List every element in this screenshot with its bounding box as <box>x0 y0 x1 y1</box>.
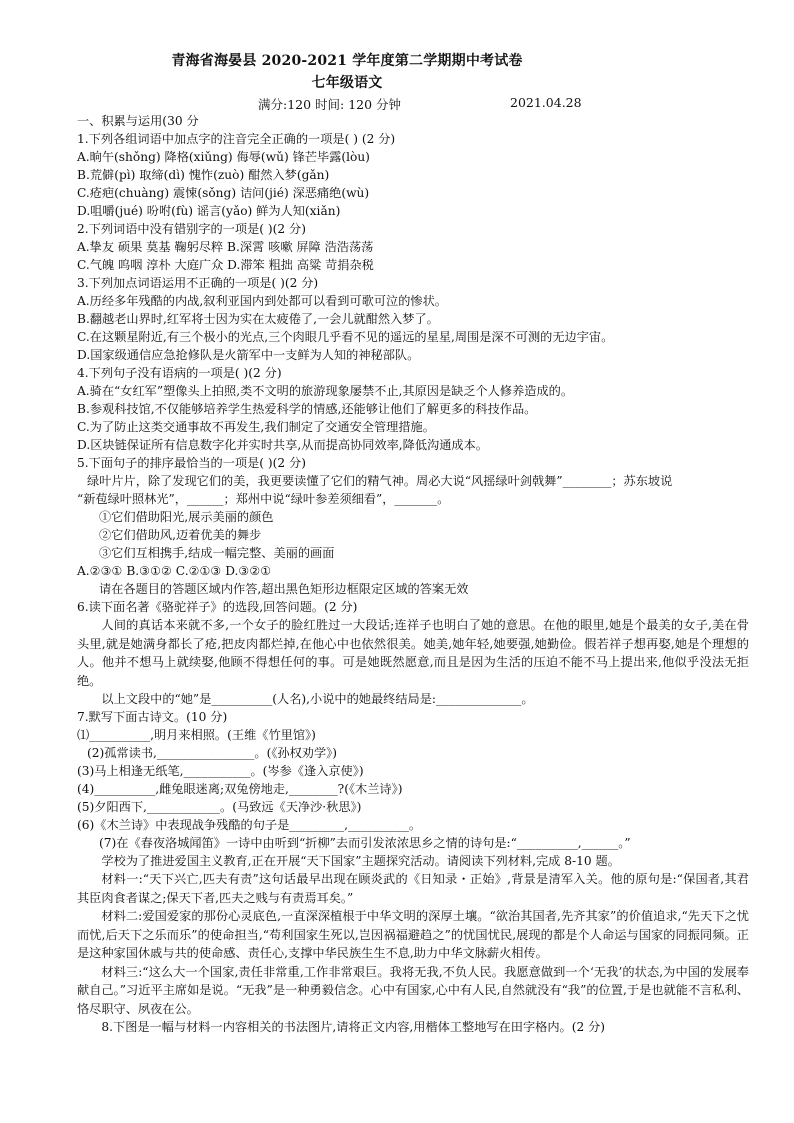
q5-passage-line1: 绿叶片片，除了发现它们的美，我更要读懂了它们的精气神。周必大说“风摇绿叶剑戟舞”________；苏东坡说 <box>87 474 673 488</box>
q1-option-c: C.疮疤(chuàng) 震悚(sǒng) 诘问(jié) 深恶痛绝(wù) <box>77 186 370 200</box>
q7-line-2: (2)孤常读书,________________。(《孙权劝学》) <box>87 746 338 760</box>
q7-line-4: (4)__________,雌兔眼迷离;双兔傍地走,________?(《木兰诗》) <box>77 782 403 796</box>
material-3: 材料三:“这么大一个国家,责任非常重,工作非常艰巨。我将无我,不负人民。我愿意做到一个‘无我’的状态,为中国的发展奉献自己。”习近平主席如是说。“无我”是一种勇毅信念。心中有国家,心中有人民,自然就没有“我”的位置,于是也就能不言私利、恪尽职守、夙夜在公。 <box>77 964 749 1016</box>
q4-option-c: C.为了防止这类交通事故不再发生,我们制定了交通安全管理措施。 <box>77 420 435 434</box>
q3-option-d: D.国家级通信应急抢修队是火箭军中一支鲜为人知的神秘部队。 <box>77 348 420 362</box>
q1-stem: 1.下列各组词语中加点字的注音完全正确的一项是( ) (2 分) <box>77 132 396 146</box>
q4-option-b: B.参观科技馆,不仅能够培养学生热爱科学的情感,还能够让他们了解更多的科技作品。 <box>77 402 537 416</box>
activity-intro: 学校为了推进爱国主义教育,正在开展“天下国家”主题探究活动。请阅读下列材料,完成 8-10 题。 <box>101 854 620 868</box>
q2-options-cd: C.气魄 呜咽 淳朴 大庭广众 D.滞笨 粗拙 高粱 苛捐杂税 <box>77 258 374 272</box>
material-1: 材料一:“天下兴亡,匹夫有责”这句话最早出现在顾炎武的《日知录・正始》,背景是清军入关。他的原句是:“保国者,其君其臣肉食者谋之;保天下者,匹夫之贱与有责焉耳矣。” <box>77 872 749 905</box>
q3-option-b: B.翻越老山界时,红军将士因为实在太疲倦了,一会儿就酣然入梦了。 <box>77 312 439 326</box>
q6-passage: 人间的真话本来就不多,一个女子的脸红胜过一大段话;连祥子也明白了她的意思。在他的眼里,她是个最美的女子,美在骨头里,就是她满身都长了疮,把皮肉都烂掉,在他心中也依然很美。她美,她年轻,她要强,她勤俭。假若祥子想再娶,她是个理想的人。他并不想马上就续娶,他顾不得想任何的事。可是她既然愿意,而且是因为生活的压迫不能不马上提出来,他似乎没法无拒绝。 <box>77 618 749 688</box>
q7-line-3: (3)马上相逢无纸笔,___________。(岑参《逢入京使》) <box>77 764 364 778</box>
q8-stem: 8.下图是一幅与材料一内容相关的书法图片,请将正文内容,用楷体工整地写在田字格内。(2 分) <box>101 1020 606 1034</box>
q7-line-7: (7)在《春夜洛城闻笛》一诗中由听到“折柳”去而引发浓浓思乡之情的诗句是:“__________,______。” <box>99 836 631 850</box>
q6-question: 以上文段中的“她”是__________(人名),小说中的她最终结局是:______________。 <box>101 692 534 706</box>
material-2: 材料二:爱国爱家的那份心灵底色,一直深深植根于中华文明的深厚土壤。“欲治其国者,先齐其家”的价值追求,“先天下之忧而忧,后天下之乐而乐”的使命担当,“苟利国家生死以,岂因祸福避趋之”的忧国忧民,展现的都是个人命运与国家的同振同频。正是这种家国休戚与共的使命感、责任心,支撑中华民族生生不息,助力中华文脉薪火相传。 <box>77 909 749 960</box>
exam-date: 2021.04.28 <box>510 95 582 110</box>
answer-area-notice: 请在各题目的答题区域内作答,超出黑色矩形边框限定区域的答案无效 <box>99 582 469 596</box>
q1-option-a: A.晌午(shǒng) 降格(xiǔng) 侮辱(wǔ) 锋芒毕露(lòu) <box>77 150 370 164</box>
section-heading: 一、积累与运用(30 分 <box>77 114 199 128</box>
q5-stem: 5.下面句子的排序最恰当的一项是( )(2 分) <box>77 456 306 470</box>
q3-option-c: C.在这颗星附近,有三个极小的光点,三个肉眼几乎看不见的遥远的星星,周围是深不可测的无边宇宙。 <box>77 330 614 344</box>
q7-line-5: (5)夕阳西下,____________。(马致远《天净沙·秋思》) <box>77 800 362 814</box>
q5-choices: A.②③① B.③①② C.②①③ D.③②① <box>77 564 272 578</box>
q5-passage-line2: “新苞绿叶照林光”，______；郑州中说“绿叶参差须细看”，_______。 <box>77 492 450 506</box>
q4-option-a: A.骑在“女红军”塑像头上拍照,类不文明的旅游现象屡禁不止,其原因是缺乏个人修养造成的。 <box>77 384 574 398</box>
exam-subtitle: 七年级语文 <box>311 75 383 91</box>
q4-stem: 4.下列句子没有语病的一项是( )(2 分) <box>77 366 282 380</box>
q5-sentence-2: ②它们借助风,迈着优美的舞步 <box>99 528 262 542</box>
q5-sentence-3: ③它们互相携手,结成一幅完整、美丽的画面 <box>99 546 335 560</box>
exam-title: 青海省海晏县 2020-2021 学年度第二学期期中考试卷 <box>171 53 523 69</box>
q1-option-d: D.咀嚼(jué) 吩咐(fù) 谣言(yǎo) 鲜为人知(xiǎn) <box>77 204 341 218</box>
q6-stem: 6.读下面名著《骆驼祥子》的选段,回答问题。(2 分) <box>77 600 358 614</box>
q5-sentence-1: ①它们借助阳光,展示美丽的颜色 <box>99 510 274 524</box>
q2-stem: 2.下列词语中没有错别字的一项是( )(2 分) <box>77 222 306 236</box>
q7-line-6: (6)《木兰诗》中表现战争残酷的句子是_________,__________。 <box>77 818 422 832</box>
q3-option-a: A.历经多年残酷的内战,叙利亚国内到处都可以看到可歌可泣的惨状。 <box>77 294 447 308</box>
score-time: 满分:120 时间: 120 分钟 <box>258 97 402 112</box>
q3-stem: 3.下列加点词语运用不正确的一项是( )(2 分) <box>77 276 319 290</box>
q7-line-1: ⑴__________,明月来相照。(王维《竹里馆》) <box>77 728 316 742</box>
exam-body <box>77 112 749 1036</box>
q4-option-d: D.区块链保证所有信息数字化并实时共享,从而提高协同效率,降低沟通成本。 <box>77 438 488 452</box>
q1-option-b: B.荒僻(pì) 取缔(dì) 愧怍(zuò) 酣然入梦(gǎn) <box>77 168 330 182</box>
q7-stem: 7.默写下面古诗文。(10 分) <box>77 710 228 724</box>
q2-options-ab: A.挚友 硕果 莫基 鞠躬尽粹 B.深霄 咳嗽 屏障 浩浩荡荡 <box>77 240 374 254</box>
